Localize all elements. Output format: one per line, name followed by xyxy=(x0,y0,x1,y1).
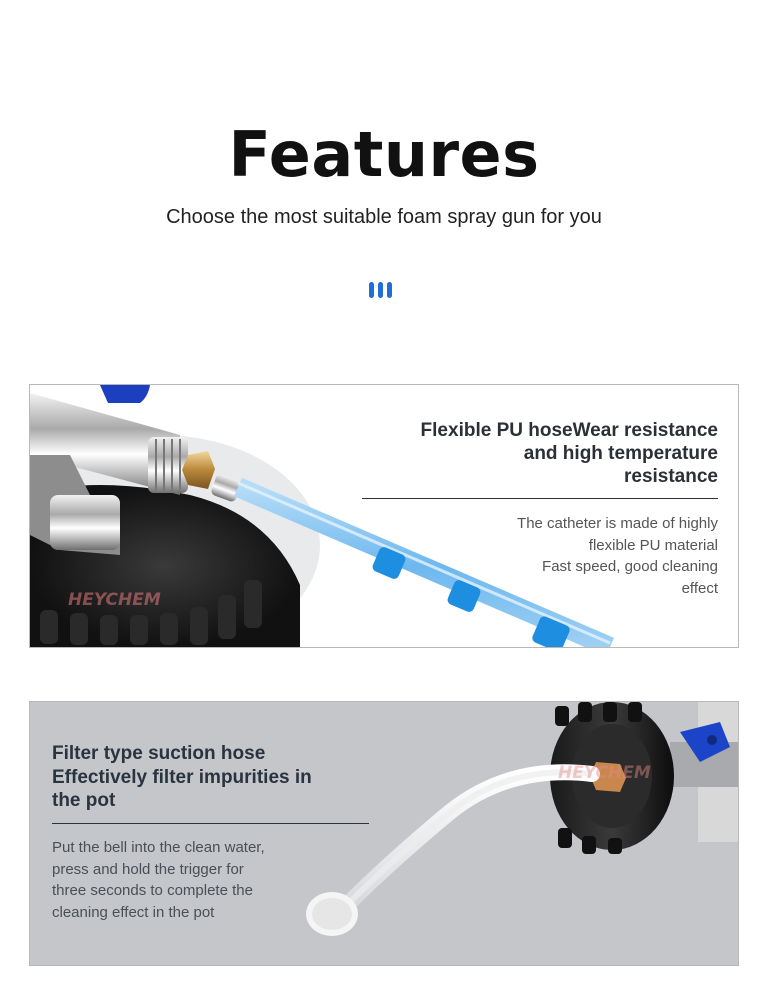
feature2-description: Put the bell into the clean water, press and hold the trigger for three seconds to complete the cleaning effect in the pot xyxy=(52,839,265,921)
feature-panel-pu-hose xyxy=(29,384,739,648)
feature1-description: The catheter is made of highly flexible PU material Fast speed, good cleaning effect xyxy=(517,515,718,597)
page-subtitle: Choose the most suitable foam spray gun for you xyxy=(166,206,602,228)
page-title: Features xyxy=(228,118,540,191)
feature-panel-filter-hose xyxy=(29,701,739,966)
feature1-divider xyxy=(362,498,718,499)
svg-text:HEYCHEM: HEYCHEM xyxy=(558,763,651,783)
feature1-heading: Flexible PU hoseWear resistance and high temperature resistance xyxy=(420,420,718,487)
section-divider-icon xyxy=(369,282,392,298)
feature2-divider xyxy=(52,823,369,824)
feature2-heading: Filter type suction hose Effectively filter impurities in the pot xyxy=(52,743,312,811)
svg-text:HEYCHEM: HEYCHEM xyxy=(68,590,161,610)
